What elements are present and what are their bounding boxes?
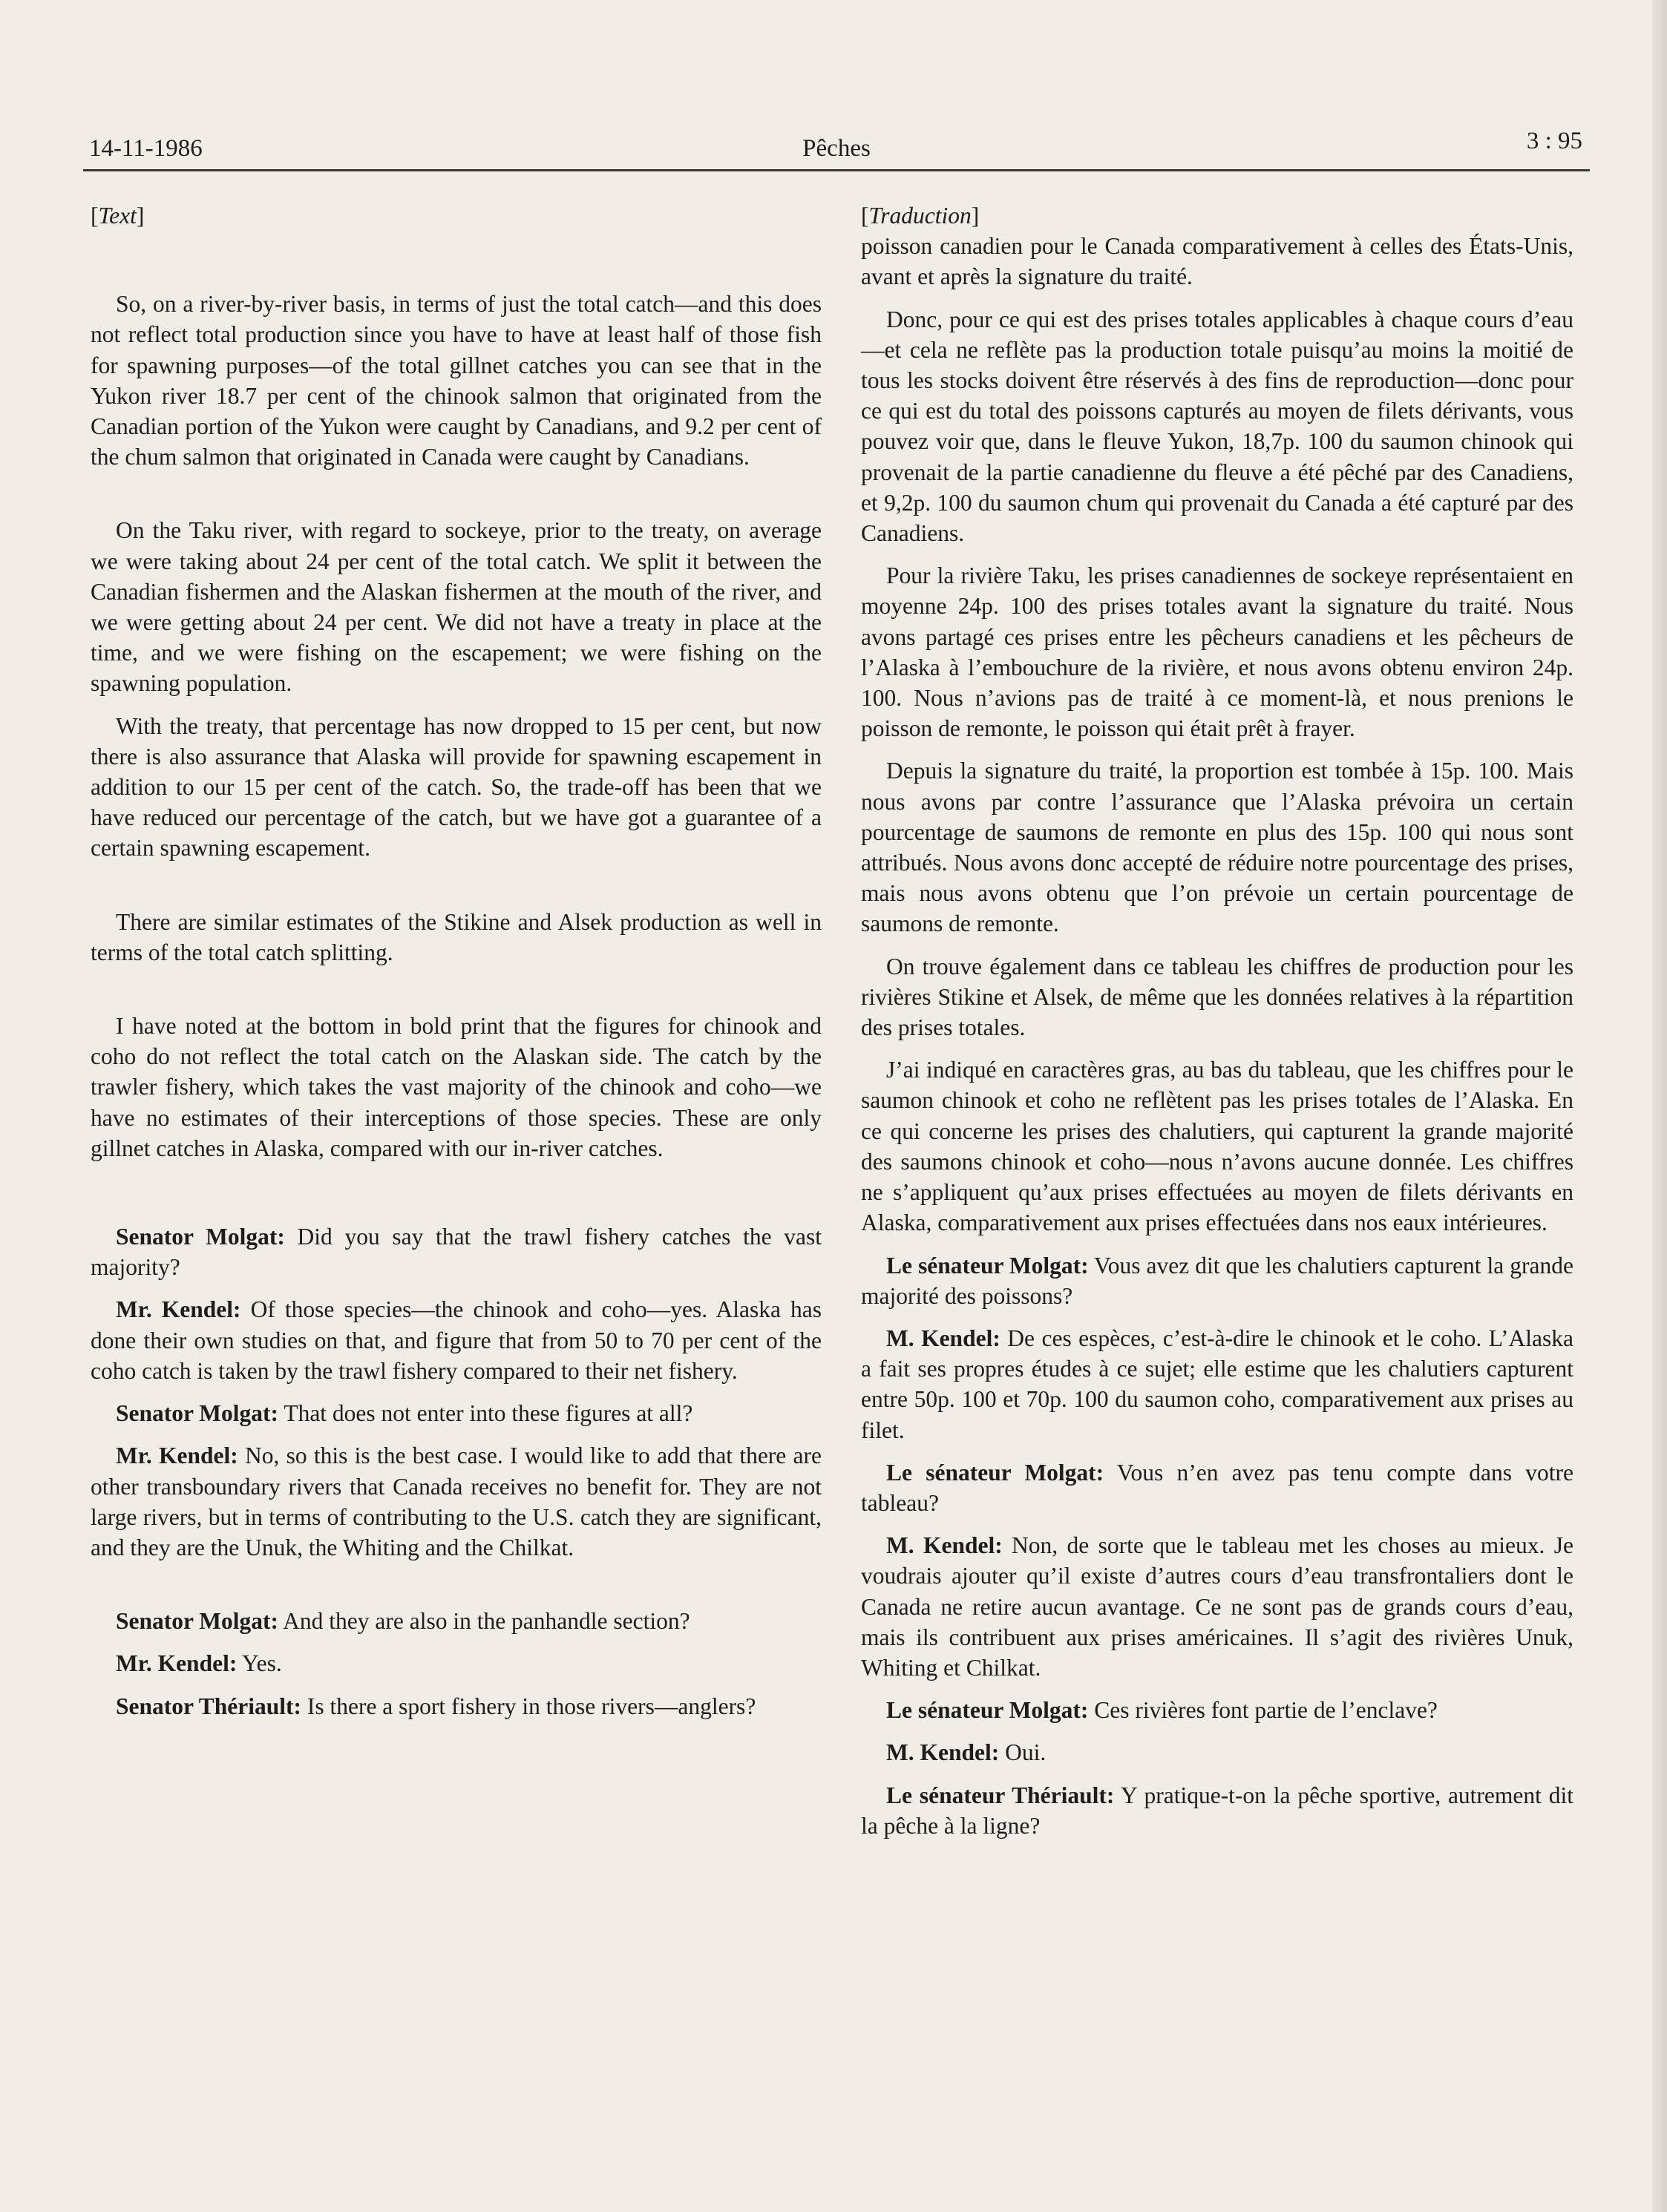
- header-page-number: 3 : 95: [1526, 128, 1582, 154]
- paragraph: On the Taku river, with regard to sockeye, prior to the treaty, on average we were taking about 24 per cent of the total catch. We split it between the Canadian fishermen and the Alaskan fishermen at the mouth of the river, and we were getting about 24 per cent. We did not have a treaty in place at the time, and we were fishing on the escapement; we were fishing on the spawning population.: [91, 517, 822, 697]
- dialogue-entry: Le sénateur Thériault: Y pratique-t-on la pêche sportive, autrement dit la pêche à la ligne?: [861, 1782, 1574, 1839]
- dialogue-entry: Mr. Kendel: Yes.: [116, 1650, 282, 1677]
- speaker-name: Senator Molgat:: [116, 1400, 279, 1427]
- dialogue-entry: M. Kendel: Non, de sorte que le tableau met les choses au mieux. Je voudrais ajouter qu’il existe d’autres cours d’eau transfrontaliers dont le Canada ne retire aucun avantage. Ce ne sont pas de grands cours d’eau, mais ils contribuent aux prises américaines. Il s’agit des rivières Unuk, Whiting et Chilkat.: [861, 1532, 1573, 1681]
- header-section-title: Pêches: [802, 135, 871, 162]
- paragraph: poisson canadien pour le Canada comparativement à celles des États-Unis, avant et après la signature du traité.: [861, 233, 1573, 290]
- speaker-name: Le sénateur Thériault:: [886, 1782, 1115, 1808]
- dialogue-entry: M. Kendel: Oui.: [886, 1739, 1047, 1766]
- speaker-name: Senator Molgat:: [116, 1608, 279, 1635]
- header-rule: [83, 169, 1590, 171]
- paragraph: There are similar estimates of the Stikine and Alsek production as well in terms of the total catch splitting.: [91, 908, 822, 965]
- dialogue-entry: Senator Molgat: And they are also in the panhandle section?: [116, 1608, 690, 1635]
- paragraph: With the treaty, that percentage has now dropped to 15 per cent, but now there is also assurance that Alaska will provide for spawning escapement in addition to our 15 per cent of the catch. So, the trade-off has been that we have reduced our percentage of the catch, but we have got a guarantee of a certain spawning escapement.: [91, 712, 822, 862]
- right-column-french: [861, 200, 1573, 1841]
- page-edge: [1652, 0, 1667, 2212]
- speaker-name: M. Kendel:: [886, 1532, 1003, 1559]
- paragraph: J’ai indiqué en caractères gras, au bas du tableau, que les chiffres pour le saumon chinook et coho ne reflètent pas les prises totales de l’Alaska. En ce qui concerne les prises des chalutiers, qui capturent la grande majorité des saumons chinook et coho—nous n’avons aucune donnée. Les chiffres ne s’appliquent qu’aux prises effectuées au moyen de filets dérivants en Alaska, comparativement aux prises effectuées dans nos eaux intérieures.: [861, 1057, 1573, 1236]
- traduction-label: [Traduction]: [861, 203, 980, 229]
- paragraph: Donc, pour ce qui est des prises totales applicables à chaque cours d’eau—et cela ne reflète pas la production totale puisqu’au moins la moitié de tous les stocks doivent être réservés à des fins de reproduction—donc pour ce qui est du total des poissons capturés au moyen de filets dérivants, vous pouvez voir que, dans le fleuve Yukon, 18,7p. 100 du saumon chinook qui provenait de la partie canadienne du fleuve a été pêché par des Canadiens, et 9,2p. 100 du saumon chum qui provenait du Canada a été capturé par des Canadiens.: [861, 306, 1573, 547]
- dialogue-entry: Senator Thériault: Is there a sport fishery in those rivers—anglers?: [116, 1693, 756, 1719]
- dialogue-entry: Mr. Kendel: No, so this is the best case. I would like to add that there are other transboundary rivers that Canada receives no benefit for. They are not large rivers, but in terms of contributing to the U.S. catch they are significant, and they are the Unuk, the Whiting and the Chilkat.: [91, 1443, 822, 1560]
- paragraph: So, on a river-by-river basis, in terms of just the total catch—and this does not reflect total production since you have to have at least half of those fish for spawning purposes—of the total gillnet catches you can see that in the Yukon river 18.7 per cent of the chinook salmon that originated from the Canadian portion of the Yukon were caught by Canadians, and 9.2 per cent of the chum salmon that originated in Canada were caught by Canadians.: [91, 291, 822, 470]
- speaker-name: Le sénateur Molgat:: [886, 1459, 1104, 1486]
- speaker-name: M. Kendel:: [886, 1325, 1000, 1351]
- dialogue-entry: M. Kendel: De ces espèces, c’est-à-dire le chinook et le coho. L’Alaska a fait ses propres études à ce sujet; elle estime que les chalutiers capturent entre 50p. 100 et 70p. 100 du saumon coho, comparativement aux prises au filet.: [861, 1325, 1573, 1443]
- speaker-name: Le sénateur Molgat:: [886, 1697, 1089, 1724]
- header-date: 14-11-1986: [89, 135, 203, 162]
- speaker-name: Senator Molgat:: [116, 1224, 285, 1250]
- dialogue-entry: Le sénateur Molgat: Vous avez dit que les chalutiers capturent la grande majorité des poissons?: [861, 1252, 1573, 1309]
- paragraph: Pour la rivière Taku, les prises canadiennes de sockeye représentaient en moyenne 24p. 100 des prises totales avant la signature du traité. Nous avons partagé ces prises entre les pêcheurs canadiens et les pêcheurs de l’Alaska à l’embouchure de la rivière, et nous avons obtenu environ 24p. 100. Nous n’avions pas de traité à ce moment-là, et nous prenions le poisson de remonte, le poisson qui était prêt à frayer.: [861, 562, 1573, 742]
- speaker-name: Le sénateur Molgat:: [886, 1252, 1089, 1279]
- speaker-name: Senator Thériault:: [116, 1693, 301, 1719]
- text-label: [Text]: [91, 203, 145, 229]
- dialogue-entry: Senator Molgat: That does not enter into these figures at all?: [116, 1400, 693, 1427]
- dialogue-entry: Mr. Kendel: Of those species—the chinook and coho—yes. Alaska has done their own studies on that, and figure that from 50 to 70 per cent of the coho catch is taken by the trawl fishery compared to their net fishery.: [91, 1296, 822, 1384]
- speaker-name: Mr. Kendel:: [116, 1443, 238, 1469]
- dialogue-entry: Senator Molgat: Did you say that the trawl fishery catches the vast majority?: [91, 1224, 822, 1281]
- paragraph: Depuis la signature du traité, la proportion est tombée à 15p. 100. Mais nous avons par contre l’assurance que l’Alaska prévoira un certain pourcentage de saumons de remonte en plus des 15p. 100 qui nous sont attribués. Nous avons donc accepté de réduire notre pourcentage des prises, mais nous avons obtenu que l’on prévoie un certain pourcentage de saumons de remonte.: [861, 758, 1573, 937]
- dialogue-entry: Le sénateur Molgat: Vous n’en avez pas tenu compte dans votre tableau?: [861, 1459, 1573, 1516]
- left-column-english: [91, 200, 822, 1722]
- page-header: [83, 128, 1590, 174]
- paragraph: On trouve également dans ce tableau les chiffres de production pour les rivières Stikine et Alsek, de même que les données relatives à la répartition des prises totales.: [861, 953, 1573, 1041]
- dialogue-entry: Le sénateur Molgat: Ces rivières font partie de l’enclave?: [886, 1697, 1438, 1724]
- speaker-name: Mr. Kendel:: [116, 1650, 238, 1677]
- speaker-name: M. Kendel:: [886, 1739, 1000, 1766]
- paragraph: I have noted at the bottom in bold print that the figures for chinook and coho do not reflect the total catch on the Alaskan side. The catch by the trawler fishery, which takes the vast majority of the chinook and coho—we have no estimates of their interceptions of those species. These are only gillnet catches in Alaska, compared with our in-river catches.: [91, 1013, 822, 1161]
- speaker-name: Mr. Kendel:: [116, 1296, 241, 1323]
